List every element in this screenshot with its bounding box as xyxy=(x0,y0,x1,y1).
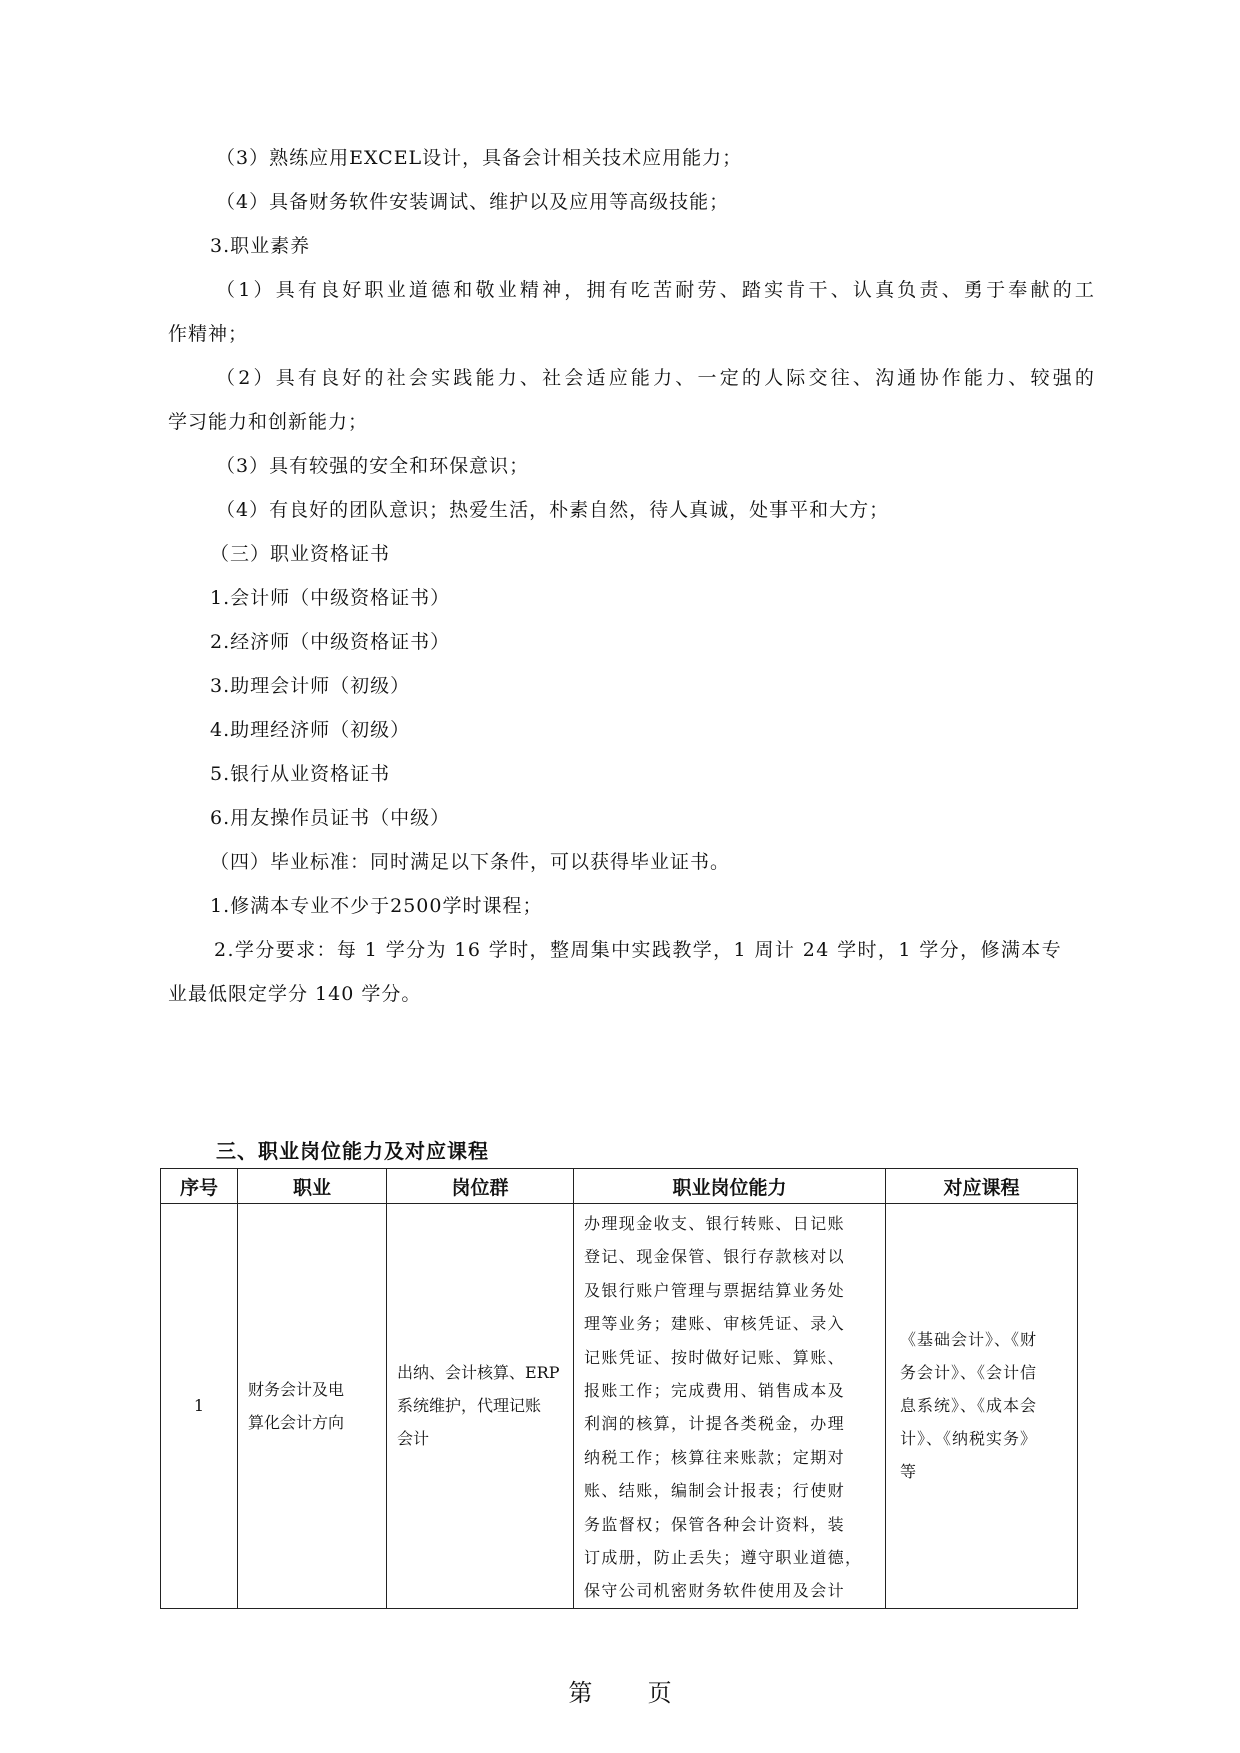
paragraph: （2）具有良好的社会实践能力、社会适应能力、一定的人际交往、沟通协作能力、较强的 xyxy=(216,367,1098,389)
cell-line: 计》、《纳税实务》 xyxy=(900,1429,1038,1449)
cell-line: 出纳、会计核算、ERP xyxy=(397,1363,560,1383)
cell-line: 保守公司机密财务软件使用及会计 xyxy=(584,1581,846,1601)
cell-line: 纳税工作；核算往来账款；定期对 xyxy=(584,1447,846,1467)
cell-line: 算化会计方向 xyxy=(248,1412,345,1432)
footer-right: 页 xyxy=(647,1679,672,1707)
paragraph: （3）具有较强的安全和环保意识； xyxy=(216,455,530,477)
paragraph: （3）熟练应用EXCEL设计，具备会计相关技术应用能力； xyxy=(216,147,743,169)
cell-line: 息系统》、《成本会 xyxy=(900,1396,1038,1416)
subheading: （四）毕业标准：同时满足以下条件，可以获得毕业证书。 xyxy=(210,851,731,873)
cell-line: 理等业务；建账、审核凭证、录入 xyxy=(584,1314,846,1334)
header-index: 序号 xyxy=(161,1169,238,1204)
list-item: 1.会计师（中级资格证书） xyxy=(210,587,451,609)
cell-career xyxy=(238,1204,387,1609)
cell-line: 会计 xyxy=(397,1429,430,1449)
cell-line: 利润的核算，计提各类税金，办理 xyxy=(584,1414,846,1434)
cell-line: 财务会计及电 xyxy=(248,1379,345,1399)
section-title: 三、职业岗位能力及对应课程 xyxy=(216,1139,489,1163)
cell-index: 1 xyxy=(161,1204,238,1609)
subheading: （三）职业资格证书 xyxy=(210,543,391,565)
list-item: 2.学分要求：每 1 学分为 16 学时，整周集中实践教学，1 周计 24 学时，1 学分，修满本专 xyxy=(214,939,1063,961)
paragraph: （4）具备财务软件安装调试、维护以及应用等高级技能； xyxy=(216,191,730,213)
career-table xyxy=(160,1168,1078,1609)
cell-line: 及银行账户管理与票据结算业务处 xyxy=(584,1280,846,1300)
list-item: 5.银行从业资格证书 xyxy=(210,763,391,785)
list-item: 4.助理经济师（初级） xyxy=(210,719,411,741)
cell-line: 账、结账，编制会计报表；行使财 xyxy=(584,1481,846,1501)
cell-line: 务会计》、《会计信 xyxy=(900,1363,1038,1383)
header-career: 职业 xyxy=(238,1169,387,1204)
cell-line: 系统维护，代理记账 xyxy=(397,1396,542,1416)
paragraph: （4）有良好的团队意识；热爱生活，朴素自然，待人真诚，处事平和大方； xyxy=(216,499,890,521)
footer-left: 第 xyxy=(568,1679,593,1707)
cell-line: 等 xyxy=(900,1462,918,1482)
paragraph: （1）具有良好职业道德和敬业精神，拥有吃苦耐劳、踏实肯干、认真负责、勇于奉献的工 xyxy=(216,279,1098,301)
cell-line: 办理现金收支、银行转账、日记账 xyxy=(584,1214,846,1233)
paragraph: 学习能力和创新能力； xyxy=(168,411,369,433)
cell-ability xyxy=(574,1204,886,1609)
list-item: 1.修满本专业不少于2500学时课程； xyxy=(210,895,543,917)
table-row xyxy=(161,1204,1078,1609)
cell-line: 记账凭证、按时做好记账、算账、 xyxy=(584,1347,846,1367)
header-courses: 对应课程 xyxy=(886,1169,1078,1204)
cell-line: 务监督权；保管各种会计资料，装 xyxy=(584,1514,846,1534)
cell-line: 订成册，防止丢失；遵守职业道德， xyxy=(584,1548,863,1568)
cell-line: 《基础会计》、《财 xyxy=(900,1330,1038,1350)
subheading: 3.职业素养 xyxy=(210,235,311,257)
header-positions: 岗位群 xyxy=(387,1169,574,1204)
cell-courses xyxy=(886,1204,1078,1609)
table-header-row xyxy=(161,1169,1078,1204)
list-item: 6.用友操作员证书（中级） xyxy=(210,807,451,829)
list-item: 3.助理会计师（初级） xyxy=(210,675,411,697)
paragraph: 作精神； xyxy=(168,323,249,345)
cell-positions xyxy=(387,1204,574,1609)
paragraph: 业最低限定学分 140 学分。 xyxy=(168,983,422,1005)
page-footer xyxy=(0,1673,1240,1708)
cell-line: 报账工作；完成费用、销售成本及 xyxy=(584,1381,846,1401)
cell-line: 登记、现金保管、银行存款核对以 xyxy=(584,1247,846,1267)
list-item: 2.经济师（中级资格证书） xyxy=(210,631,451,653)
header-ability: 职业岗位能力 xyxy=(574,1169,886,1204)
